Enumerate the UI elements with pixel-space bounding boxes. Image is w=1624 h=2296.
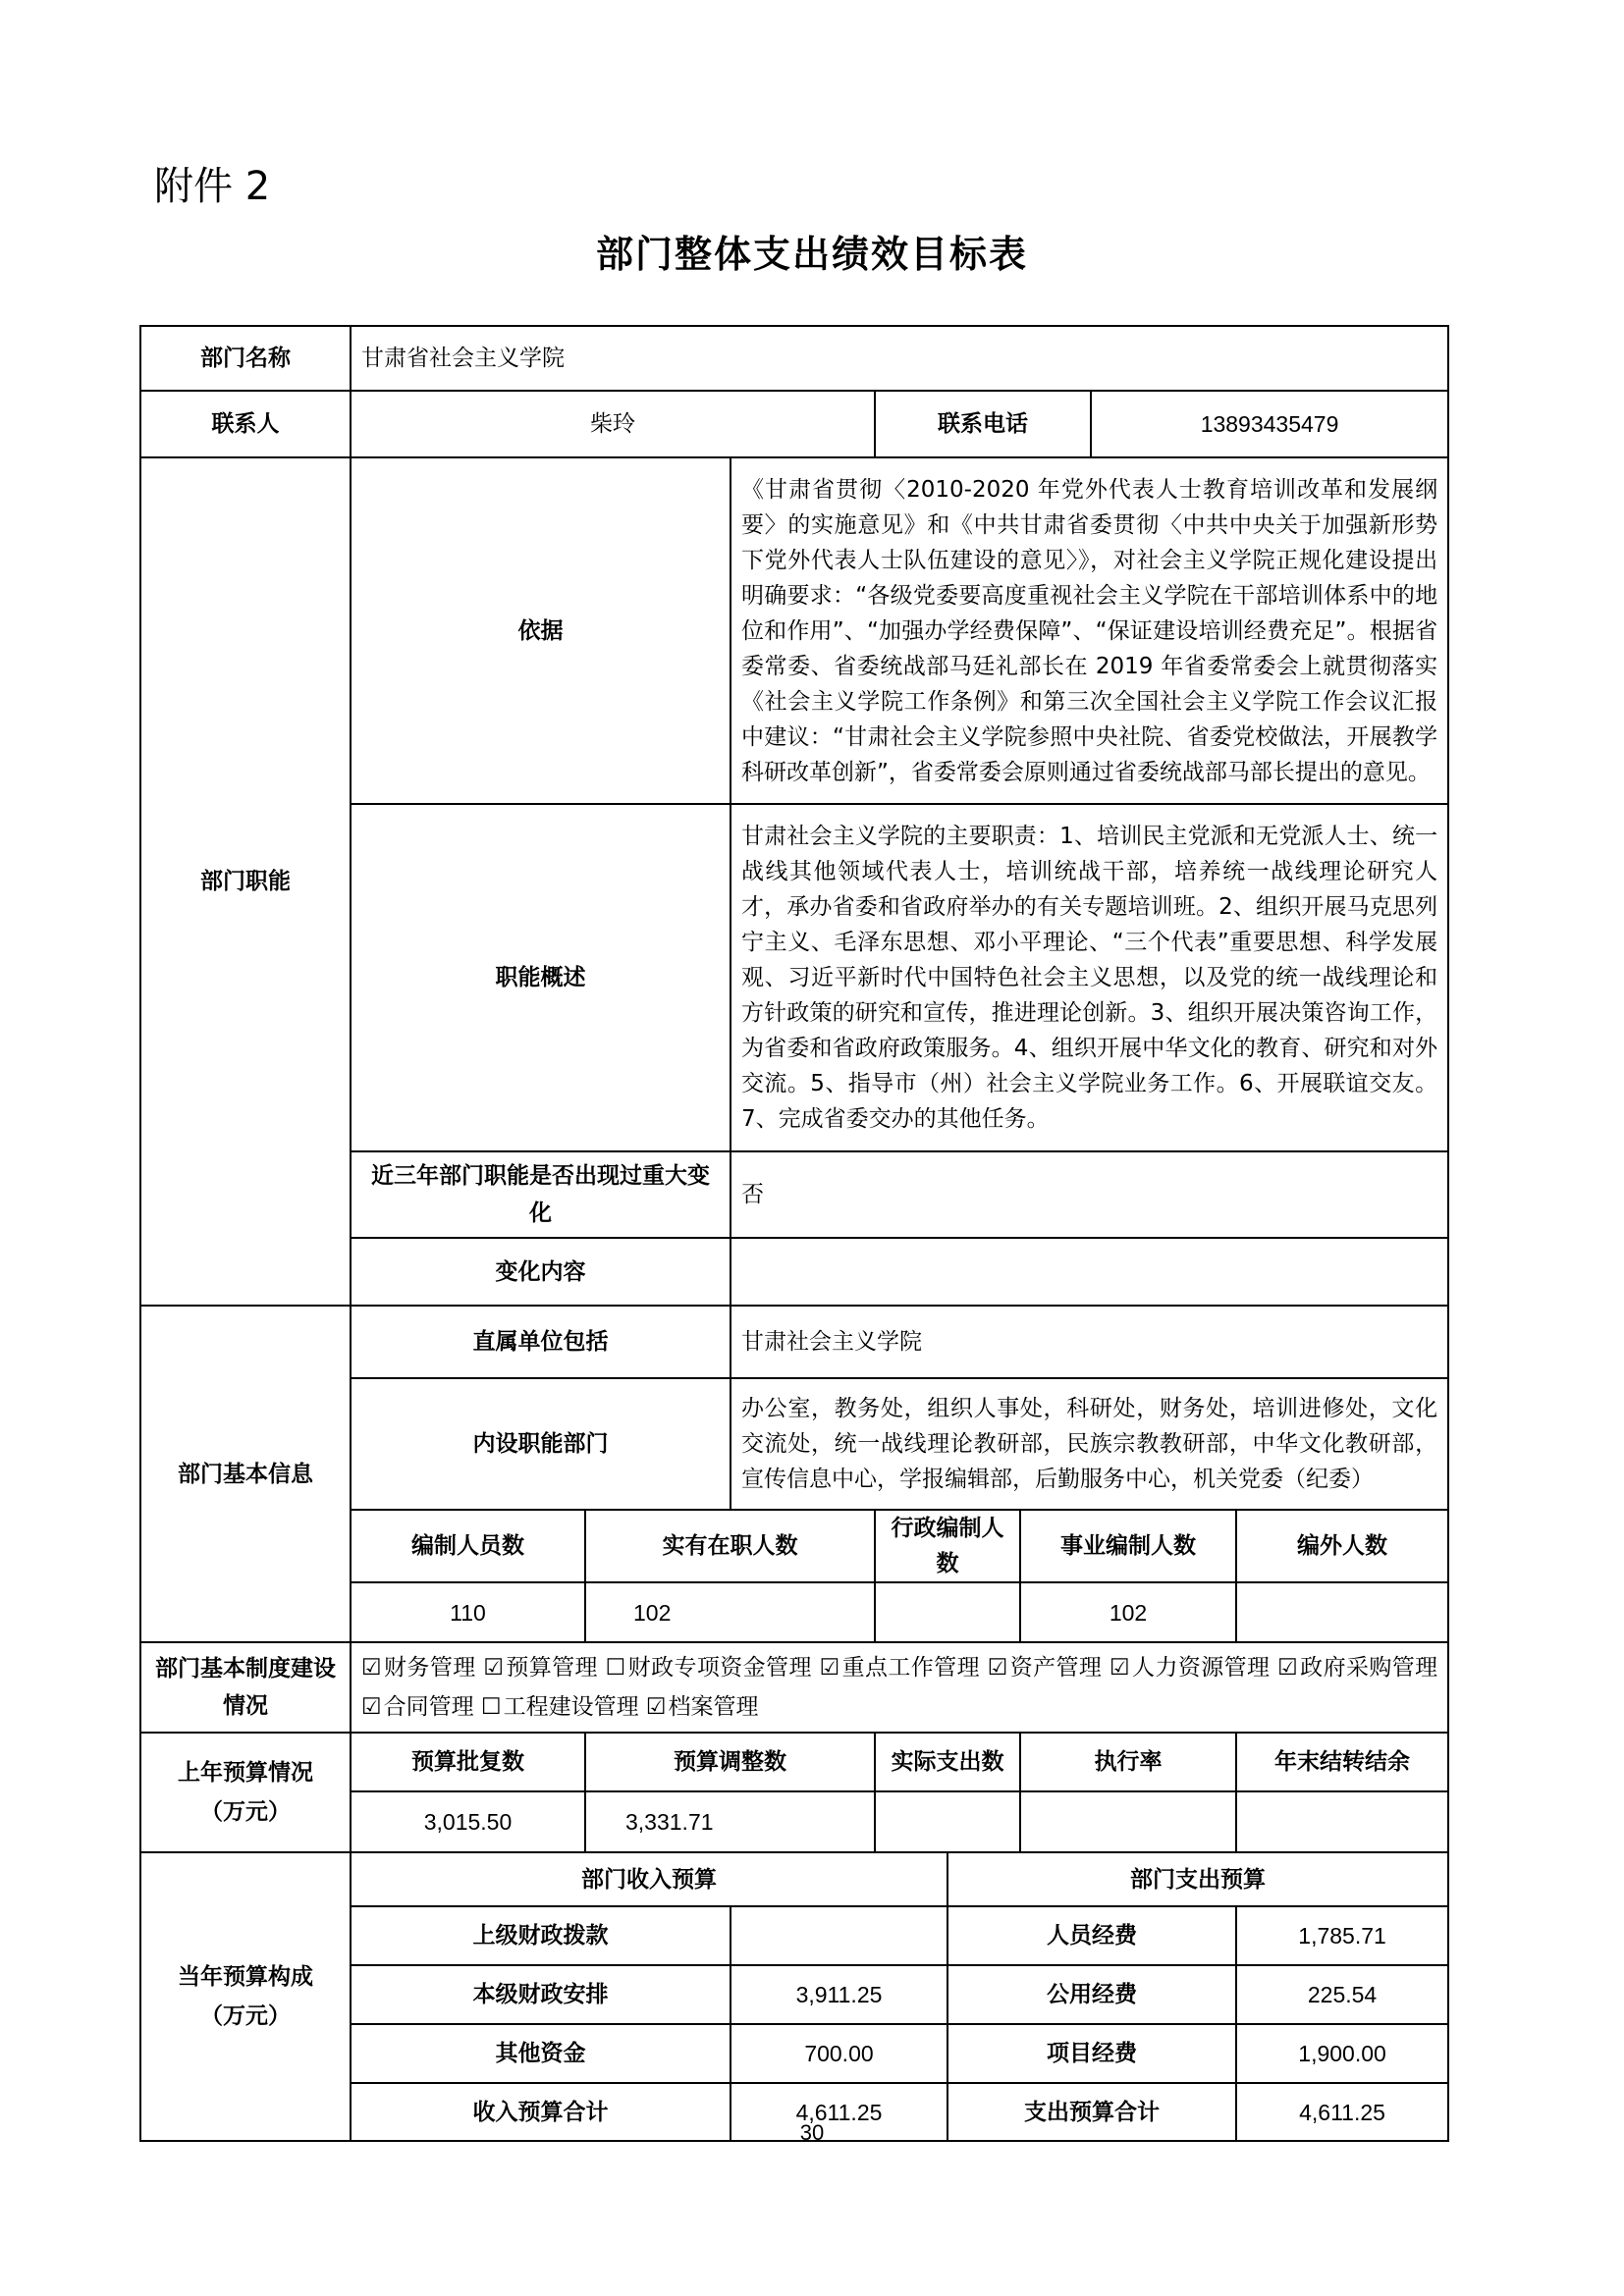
income-value bbox=[731, 1906, 947, 1965]
staff-header: 实有在职人数 bbox=[585, 1510, 875, 1582]
system-item: ☑财务管理 bbox=[361, 1655, 476, 1681]
internal-depts-label: 内设职能部门 bbox=[351, 1378, 731, 1510]
checkbox-icon: ☑ bbox=[483, 1655, 504, 1681]
staff-header: 事业编制人数 bbox=[1020, 1510, 1236, 1582]
phone-value: 13893435479 bbox=[1091, 391, 1448, 457]
internal-depts-value: 办公室，教务处，组织人事处，科研处，财务处，培训进修处，文化交流处，统一战线理论教研部，民族宗教教研部，中华文化教研部，宣传信息中心，学报编辑部，后勤服务中心，机关党委（纪委） bbox=[731, 1378, 1448, 1510]
expense-total-label: 支出预算合计 bbox=[947, 2083, 1236, 2141]
overview-text: 甘肃社会主义学院的主要职责：1、培训民主党派和无党派人士、统一战线其他领域代表人士，培训统战干部，培养统一战线理论研究人才，承办省委和省政府举办的有关专题培训班。2、组织开展马克思列宁主义、毛泽东思想、邓小平理论、“三个代表”重要思想、科学发展观、习近平新时代中国特色社会主义思想，以及党的统一战线理论和方针政策的研究和宣传，推进理论创新。3、组织开展决策咨询工作，为省委和省政府政策服务。4、组织开展中华文化的教育、研究和对外交流。5、指导市（州）社会主义学院业务工作。6、开展联谊交友。7、完成省委交办的其他任务。 bbox=[731, 804, 1448, 1151]
expense-value: 1,900.00 bbox=[1236, 2024, 1448, 2083]
last-year-label: 上年预算情况 （万元） bbox=[140, 1733, 351, 1852]
system-item: ☑合同管理 bbox=[361, 1694, 474, 1720]
contact-label: 联系人 bbox=[140, 391, 351, 457]
row-systems bbox=[140, 1642, 1448, 1733]
system-item: ☐工程建设管理 bbox=[481, 1694, 639, 1720]
basis-label: 依据 bbox=[351, 457, 731, 804]
system-item: ☑资产管理 bbox=[988, 1655, 1103, 1681]
change-content-label: 变化内容 bbox=[351, 1238, 731, 1306]
staff-header: 编外人数 bbox=[1236, 1510, 1448, 1582]
change-label: 近三年部门职能是否出现过重大变化 bbox=[351, 1151, 731, 1238]
checkbox-icon: ☑ bbox=[361, 1694, 382, 1720]
row-current-headers bbox=[140, 1852, 1448, 1906]
functions-label: 部门职能 bbox=[140, 457, 351, 1306]
income-total-label: 收入预算合计 bbox=[351, 2083, 731, 2141]
checkbox-icon: ☑ bbox=[645, 1694, 667, 1720]
units-label: 直属单位包括 bbox=[351, 1306, 731, 1378]
annex-label: 附件 2 bbox=[154, 164, 271, 209]
staff-value bbox=[1236, 1582, 1448, 1642]
phone-label: 联系电话 bbox=[875, 391, 1091, 457]
staff-value: 102 bbox=[1020, 1582, 1236, 1642]
staff-value: 102 bbox=[585, 1582, 875, 1642]
income-value: 700.00 bbox=[731, 2024, 947, 2083]
row-basis bbox=[140, 457, 1448, 804]
last-year-header: 年末结转结余 bbox=[1236, 1733, 1448, 1791]
expense-label: 人员经费 bbox=[947, 1906, 1236, 1965]
expense-label: 项目经费 bbox=[947, 2024, 1236, 2083]
row-units bbox=[140, 1306, 1448, 1378]
contact-value: 柴玲 bbox=[351, 391, 875, 457]
system-item: ☑重点工作管理 bbox=[820, 1655, 980, 1681]
page-title: 部门整体支出绩效目标表 bbox=[595, 233, 1028, 276]
expense-header: 部门支出预算 bbox=[947, 1852, 1448, 1906]
last-year-header: 预算调整数 bbox=[585, 1733, 875, 1791]
system-item: ☐财政专项资金管理 bbox=[606, 1655, 812, 1681]
systems-label: 部门基本制度建设情况 bbox=[140, 1642, 351, 1733]
systems-list bbox=[351, 1642, 1448, 1733]
expense-total-value: 4,611.25 bbox=[1236, 2083, 1448, 2141]
system-item: ☑预算管理 bbox=[483, 1655, 598, 1681]
checkbox-icon: ☑ bbox=[1110, 1655, 1130, 1681]
staff-value: 110 bbox=[351, 1582, 585, 1642]
row-dept-name bbox=[140, 326, 1448, 391]
last-year-value bbox=[1020, 1791, 1236, 1852]
last-year-header: 执行率 bbox=[1020, 1733, 1236, 1791]
overview-label: 职能概述 bbox=[351, 804, 731, 1151]
system-item: ☑政府采购管理 bbox=[1277, 1655, 1437, 1681]
basis-text: 《甘肃省贯彻〈2010-2020 年党外代表人士教育培训改革和发展纲要〉的实施意见》和《中共甘肃省委贯彻〈中共中央关于加强新形势下党外代表人士队伍建设的意见〉》，对社会主义学院正规化建设提出明确要求：“各级党委要高度重视社会主义学院在干部培训体系中的地位和作用”、“加强办学经费保障”、“保证建设培训经费充足”。根据省委常委、省委统战部马廷礼部长在 2019 年省委常委会上就贯彻落实《社会主义学院工作条例》和第三次全国社会主义学院工作会议汇报中建议：“甘肃社会主义学院参照中央社院、省委党校做法，开展教学科研改革创新”，省委常委会原则通过省委统战部马部长提出的意见。 bbox=[731, 457, 1448, 804]
checkbox-icon: ☑ bbox=[819, 1655, 840, 1681]
performance-table bbox=[139, 325, 1449, 2142]
last-year-value bbox=[1236, 1791, 1448, 1852]
last-year-header: 预算批复数 bbox=[351, 1733, 585, 1791]
income-label: 其他资金 bbox=[351, 2024, 731, 2083]
staff-value bbox=[875, 1582, 1020, 1642]
income-header: 部门收入预算 bbox=[351, 1852, 947, 1906]
staff-header: 编制人员数 bbox=[351, 1510, 585, 1582]
income-value: 3,911.25 bbox=[731, 1965, 947, 2024]
expense-label: 公用经费 bbox=[947, 1965, 1236, 2024]
checkbox-icon: ☑ bbox=[361, 1655, 382, 1681]
change-content-value bbox=[731, 1238, 1448, 1306]
last-year-header: 实际支出数 bbox=[875, 1733, 1020, 1791]
system-item: ☑人力资源管理 bbox=[1110, 1655, 1270, 1681]
checkbox-icon: ☐ bbox=[480, 1694, 502, 1720]
row-last-year-headers bbox=[140, 1733, 1448, 1791]
basic-info-label: 部门基本信息 bbox=[140, 1306, 351, 1642]
change-value: 否 bbox=[731, 1151, 1448, 1238]
income-total-value: 4,611.25 bbox=[731, 2083, 947, 2141]
income-label: 本级财政安排 bbox=[351, 1965, 731, 2024]
system-item: ☑档案管理 bbox=[646, 1694, 759, 1720]
page-number: 30 bbox=[799, 2120, 825, 2145]
units-value: 甘肃社会主义学院 bbox=[731, 1306, 1448, 1378]
checkbox-icon: ☐ bbox=[605, 1655, 626, 1681]
last-year-value: 3,015.50 bbox=[351, 1791, 585, 1852]
staff-header: 行政编制人数 bbox=[875, 1510, 1020, 1582]
last-year-value bbox=[875, 1791, 1020, 1852]
row-contact bbox=[140, 391, 1448, 457]
expense-value: 1,785.71 bbox=[1236, 1906, 1448, 1965]
last-year-value: 3,331.71 bbox=[585, 1791, 875, 1852]
dept-name-value: 甘肃省社会主义学院 bbox=[351, 326, 1448, 391]
income-label: 上级财政拨款 bbox=[351, 1906, 731, 1965]
checkbox-icon: ☑ bbox=[987, 1655, 1008, 1681]
checkbox-icon: ☑ bbox=[1277, 1655, 1298, 1681]
expense-value: 225.54 bbox=[1236, 1965, 1448, 2024]
dept-name-label: 部门名称 bbox=[140, 326, 351, 391]
current-label: 当年预算构成 （万元） bbox=[140, 1852, 351, 2141]
